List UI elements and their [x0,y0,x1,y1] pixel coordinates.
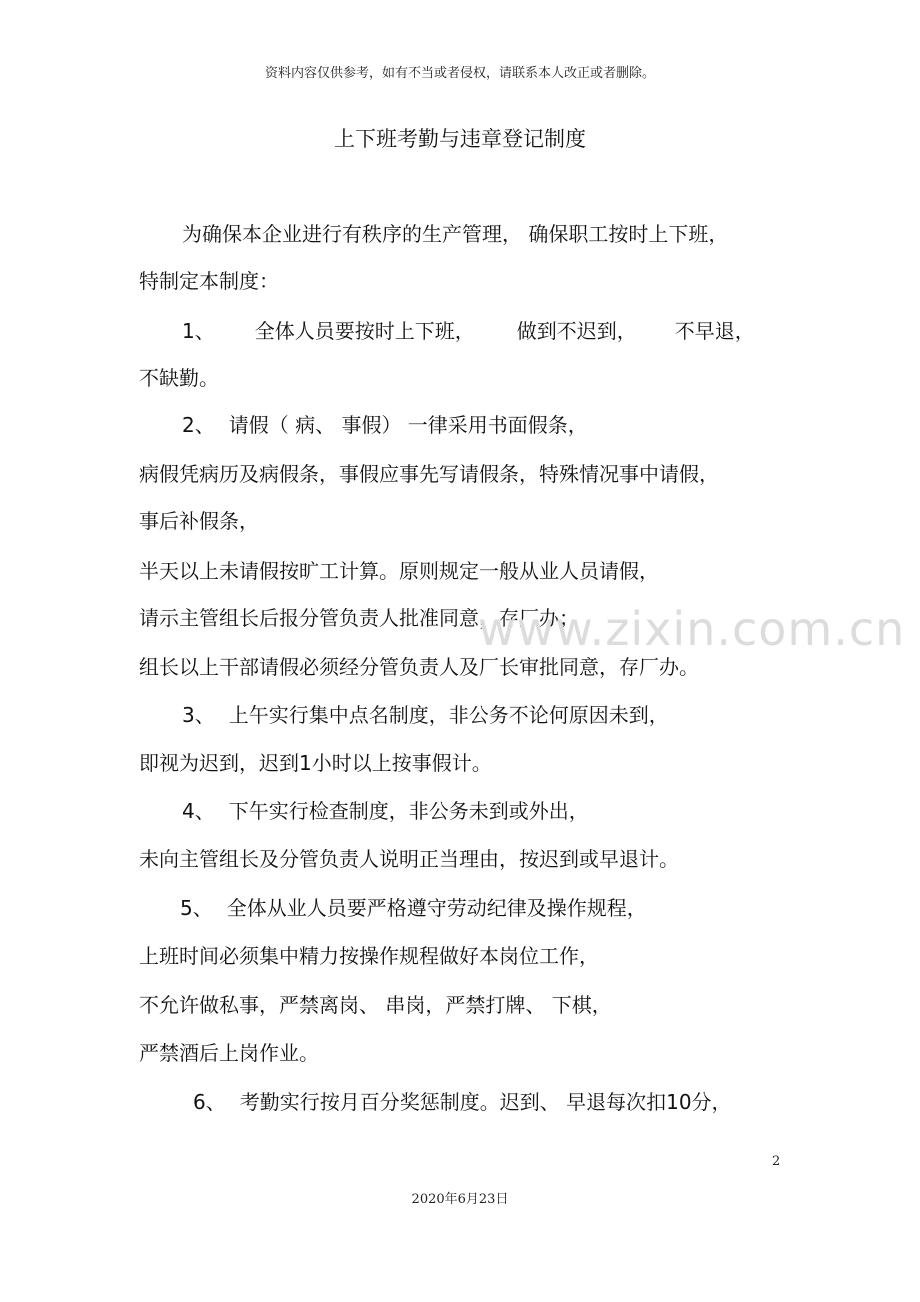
item-5-line-1 [180,895,647,921]
item-2-line-5: 请示主管组长后报分管负责人批准同意，存厂办； [139,606,579,630]
watermark: www.zixin.com.cn [478,602,906,656]
header-disclaimer: 资料内容仅供参考，如有不当或者侵权，请联系本人改正或者删除。 [264,66,655,81]
intro-line-2: 特制定本制度： [139,269,279,293]
page-number: 2 [772,1154,781,1169]
item-6-number: 6、 [193,1090,226,1114]
item-2-number: 2、 [182,413,215,437]
item-3-text: 上午实行集中点名制度，非公务不论何原因未到， [228,703,669,727]
item-5-line-2: 上班时间必须集中精力按操作规程做好本岗位工作， [139,944,599,968]
intro-line-1: 为确保本企业进行有秩序的生产管理， 确保职工按时上下班， [182,222,729,246]
item-2-text: 请假（ 病、 事假） 一律采用书面假条， [228,413,588,437]
item-4-line-2: 未向主管组长及分管负责人说明正当理由，按迟到或早退计。 [139,847,679,871]
item-3-line-1 [182,702,669,728]
item-1-line-2: 不缺勤。 [139,366,219,390]
item-2-line-6: 组长以上干部请假必须经分管负责人及厂长审批同意，存厂办。 [139,655,699,679]
item-4-text: 下午实行检查制度，非公务未到或外出， [228,799,589,823]
item-3-line-2: 即视为迟到，迟到1小时以上按事假计。 [139,751,492,775]
item-5-number: 5、 [180,896,213,920]
item-6-line-1 [193,1089,732,1115]
item-1-number: 1、 [182,319,215,343]
item-5-line-4: 严禁酒后上岗作业。 [139,1041,319,1065]
footer-date: 2020年6月23日 [411,1192,509,1207]
item-6-text: 考勤实行按月百分奖惩制度。迟到、 早退每次扣10分， [239,1090,732,1114]
item-1-clause-c: 不早退， [674,319,755,343]
item-4-number: 4、 [182,799,215,823]
item-2-line-2: 病假凭病历及病假条，事假应事先写请假条，特殊情况事中请假， [139,462,719,486]
item-3-number: 3、 [182,703,215,727]
item-2-line-1 [182,412,588,438]
item-2-line-3: 事后补假条， [139,509,259,533]
item-1-clause-a: 全体人员要按时上下班， [254,319,475,343]
item-2-line-4: 半天以上未请假按旷工计算。原则规定一般从业人员请假， [139,559,659,583]
item-5-line-3: 不允许做私事，严禁离岗、 串岗，严禁打牌、 下棋， [139,993,612,1017]
item-4-line-1 [182,798,589,824]
item-1-line-1 [182,318,755,344]
item-1-clause-b: 做到不迟到， [516,319,637,343]
item-5-text: 全体从业人员要严格遵守劳动纪律及操作规程， [226,896,647,920]
document-title: 上下班考勤与违章登记制度 [334,127,586,151]
